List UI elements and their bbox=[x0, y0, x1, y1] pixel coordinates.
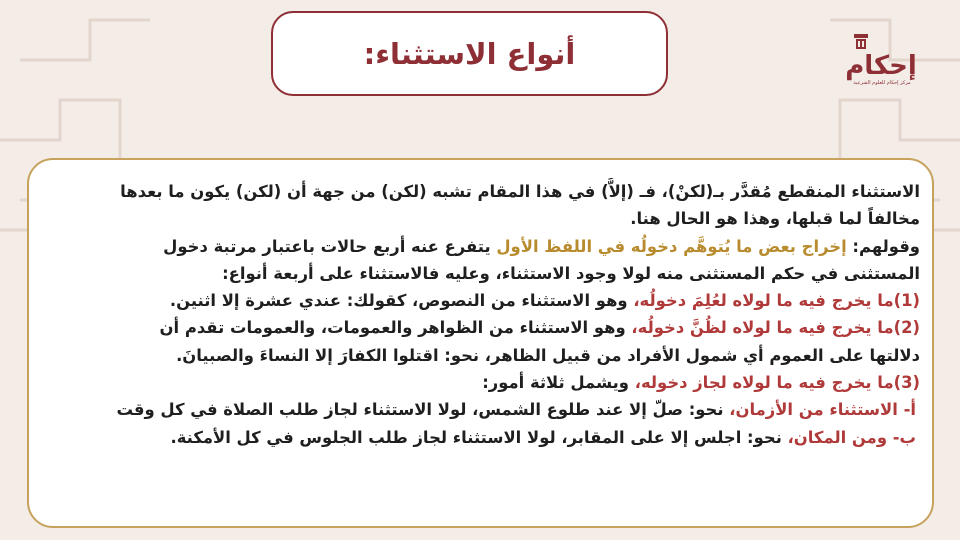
sub-item-label: أ- الاستثناء من الأزمان، bbox=[729, 400, 916, 420]
logo-dome-icon bbox=[854, 34, 868, 49]
item-number: (3) bbox=[893, 373, 920, 393]
sub-item-b bbox=[40, 424, 920, 451]
logo-subtext: مركز إحكام للعلوم الشرعية bbox=[853, 80, 911, 86]
list-item-3 bbox=[40, 369, 920, 396]
sub-item-text: نحو: صلّ إلا عند طلوع الشمس، لولا الاستثناء لجاز طلب الصلاة في كل وقت bbox=[116, 400, 730, 420]
sub-item-a bbox=[40, 396, 920, 423]
paragraph-1-line-2 bbox=[40, 205, 920, 232]
item-label: ما يخرج فيه ما لولاه لجاز دخوله، bbox=[634, 373, 894, 393]
text: المستثنى في حكم المستثنى منه لولا وجود الاستثناء، وعليه فالاستثناء على أربعة أنواع: bbox=[222, 263, 920, 283]
text: الاستثناء المنقطع مُقدَّر بـ(لكنْ)، فـ (إلاَّ) في هذا المقام تشبه (لكن) من جهة أن (لكن) يكون ما بعدها bbox=[120, 182, 920, 201]
page-title: أنواع الاستثناء: bbox=[363, 36, 576, 71]
title-frame bbox=[271, 11, 668, 96]
content-body bbox=[40, 178, 920, 451]
text: وقولهم: bbox=[846, 236, 920, 256]
text: يتفرع عنه أربع حالات باعتبار مرتبة دخول bbox=[163, 236, 497, 256]
sub-item-text: نحو: اجلس إلا على المقابر، لولا الاستثناء لجاز طلب الجلوس في كل الأمكنة. bbox=[170, 427, 788, 447]
logo-text: إحكام bbox=[845, 51, 917, 81]
highlighted-term: إخراج بعض ما يُتوهَّم دخولُه في اللفظ الأول bbox=[496, 236, 847, 256]
item-number: (2) bbox=[893, 318, 920, 338]
text: مخالفاً لما قبلها، وهذا هو الحال هنا. bbox=[630, 209, 920, 229]
paragraph-1-line-1 bbox=[40, 178, 920, 205]
list-item-1 bbox=[40, 287, 920, 314]
paragraph-2-line-1 bbox=[40, 233, 920, 260]
paragraph-2-line-2 bbox=[40, 260, 920, 287]
item-text: وهو الاستثناء من النصوص، كقولك: عندي عشرة إلا اثنين. bbox=[169, 291, 634, 311]
sub-item-label: ب- ومن المكان، bbox=[787, 427, 916, 447]
list-item-2 bbox=[40, 314, 920, 341]
item-text: ويشمل ثلاثة أمور: bbox=[482, 373, 635, 393]
list-item-2-continued bbox=[40, 342, 920, 369]
item-label: ما يخرج فيه ما لولاه لعُلِمَ دخولُه، bbox=[633, 291, 894, 311]
item-number: (1) bbox=[893, 291, 920, 311]
text: دلالتها على العموم أي شمول الأفراد من قبيل الظاهر، نحو: اقتلوا الكفارَ إلا النساءَ والصبيانَ. bbox=[176, 345, 920, 365]
item-label: ما يخرج فيه ما لولاه لظُنَّ دخولُه، bbox=[631, 318, 894, 338]
item-text: وهو الاستثناء من الظواهر والعمومات، والعمومات تقدم أن bbox=[159, 318, 632, 338]
